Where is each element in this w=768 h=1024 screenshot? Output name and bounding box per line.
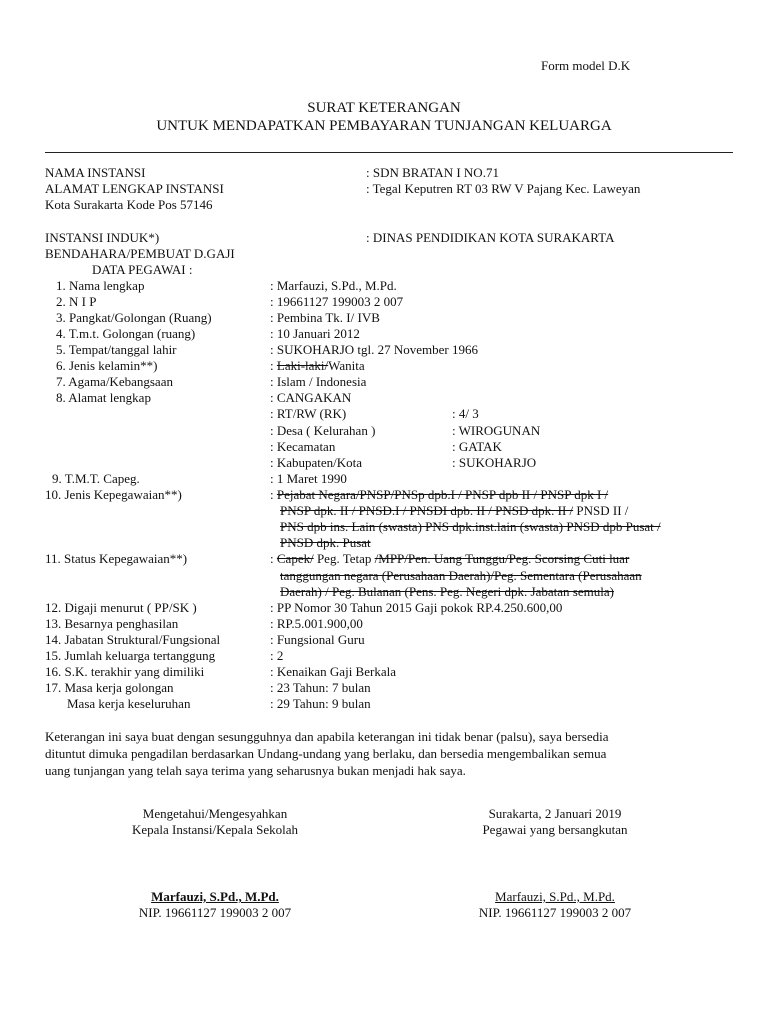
signature-left-title-2: Kepala Instansi/Kepala Sekolah (131, 822, 299, 837)
nama-instansi-value: : SDN BRATAN I NO.71 (366, 165, 499, 180)
kecamatan-value: : GATAK (452, 439, 502, 454)
field-17b-value: : 29 Tahun: 9 bulan (270, 696, 371, 711)
field-14-value: : Fungsional Guru (270, 632, 365, 647)
field-10-line3: PNS dpb ins. Lain (swasta) PNS dpk.inst.lain (swasta) PNSD dpb Pusat / (280, 519, 661, 534)
signature-right-name (435, 889, 675, 905)
kabupaten-label: : Kabupaten/Kota (270, 455, 363, 470)
field-9-value: : 1 Maret 1990 (270, 471, 347, 486)
field-11-struck-1: Capek/ (276, 551, 314, 566)
form-model-label: Form model D.K (541, 58, 631, 73)
field-5-value: : SUKOHARJO tgl. 27 November 1966 (270, 342, 478, 357)
field-14-label: 14. Jabatan Struktural/Fungsional (45, 632, 221, 647)
signature-left-name-text: Marfauzi, S.Pd., M.Pd. (151, 889, 279, 904)
alamat-instansi-value: : Tegal Keputren RT 03 RW V Pajang Kec. Laweyan (366, 181, 641, 196)
field-6-colon: : (270, 358, 277, 373)
field-6-label: 6. Jenis kelamin**) (56, 358, 158, 373)
field-6-value (270, 358, 365, 374)
field-3-label: 3. Pangkat/Golongan (Ruang) (56, 310, 212, 325)
field-7-value: : Islam / Indonesia (270, 374, 367, 389)
field-2-value: : 19661127 199003 2 007 (270, 294, 404, 309)
field-10-line2 (280, 503, 628, 519)
alamat-instansi-label: ALAMAT LENGKAP INSTANSI (45, 181, 224, 196)
field-12-value: : PP Nomor 30 Tahun 2015 Gaji pokok RP.4.250.600,00 (270, 600, 563, 615)
field-1-label: 1. Nama lengkap (56, 278, 145, 293)
field-9-label: 9. T.M.T. Capeg. (52, 471, 140, 486)
field-3-value: : Pembina Tk. I/ IVB (270, 310, 380, 325)
field-2-label: 2. N I P (56, 294, 97, 309)
field-16-value: : Kenaikan Gaji Berkala (270, 664, 396, 679)
desa-label: : Desa ( Kelurahan ) (270, 423, 376, 438)
field-10-line1 (270, 487, 608, 503)
field-6-selected: Wanita (328, 358, 365, 373)
instansi-induk-value: : DINAS PENDIDIKAN KOTA SURAKARTA (366, 230, 615, 245)
document-title: SURAT KETERANGAN (307, 100, 461, 116)
field-6-struck: Laki-laki/ (276, 358, 329, 373)
signature-left-name (95, 889, 335, 905)
nama-instansi-label: NAMA INSTANSI (45, 165, 146, 180)
field-17-value: : 23 Tahun: 7 bulan (270, 680, 371, 695)
field-10-colon: : (270, 487, 277, 502)
statement-line-1: Keterangan ini saya buat dengan sesungguhnya dan apabila keterangan ini tidak benar (palsu), saya bersedia (45, 729, 609, 744)
field-16-label: 16. S.K. terakhir yang dimiliki (45, 664, 205, 679)
field-11-line2: tanggungan negara (Perusahaan Daerah)/Peg. Sementara (Perusahaan (280, 568, 642, 583)
signature-left-nip: NIP. 19661127 199003 2 007 (138, 905, 292, 920)
document-subtitle: UNTUK MENDAPATKAN PEMBAYARAN TUNJANGAN KELUARGA (156, 118, 612, 134)
field-11-struck-2: /MPP/Pen. Uang Tunggu/Peg. Scorsing Cuti luar (374, 551, 630, 566)
field-1-value: : Marfauzi, S.Pd., M.Pd. (270, 278, 397, 293)
field-8-value: : CANGAKAN (270, 390, 352, 405)
desa-value: : WIROGUNAN (452, 423, 541, 438)
field-10-selected: PNSD II / (573, 503, 629, 518)
field-10-line4: PNSD dpk. Pusat (280, 535, 371, 550)
field-10-struck-2: PNSP dpk. II / PNSD.I / PNSDI dpb. II / PNSD dpk. II / (280, 503, 574, 518)
field-15-label: 15. Jumlah keluarga tertanggung (45, 648, 216, 663)
signature-right-title: Pegawai yang bersangkutan (482, 822, 628, 837)
kota-kode-pos: Kota Surakarta Kode Pos 57146 (45, 197, 213, 212)
field-17b-label: Masa kerja keseluruhan (67, 696, 191, 711)
field-10-struck-1: Pejabat Negara/PNSP/PNSp dpb.I / PNSP dpb II / PNSP dpk I / (276, 487, 609, 502)
field-11-line3: Daerah) / Peg. Bulanan (Pens. Peg. Negeri dpk. Jabatan semula) (280, 584, 614, 599)
field-4-value: : 10 Januari 2012 (270, 326, 360, 341)
field-11-colon: : (270, 551, 277, 566)
signature-right-date: Surakarta, 2 Januari 2019 (488, 806, 622, 821)
statement-line-2: dituntut dimuka pengadilan berdasarkan Undang-undang yang berlaku, dan bersedia mengembalikan semua (45, 746, 607, 761)
instansi-induk-label: INSTANSI INDUK*) (45, 230, 160, 245)
field-13-value: : RP.5.001.900,00 (270, 616, 363, 631)
signature-right-name-text: Marfauzi, S.Pd., M.Pd. (495, 889, 615, 904)
field-7-label: 7. Agama/Kebangsaan (56, 374, 173, 389)
field-11-line1 (270, 551, 629, 567)
field-11-label: 11. Status Kepegawaian**) (45, 551, 188, 566)
kecamatan-label: : Kecamatan (270, 439, 336, 454)
field-4-label: 4. T.m.t. Golongan (ruang) (56, 326, 196, 341)
field-8-label: 8. Alamat lengkap (56, 390, 151, 405)
field-15-value: : 2 (270, 648, 284, 663)
field-10-label: 10. Jenis Kepegawaian**) (45, 487, 182, 502)
bendahara-label: BENDAHARA/PEMBUAT D.GAJI (45, 246, 235, 261)
rtrw-label: : RT/RW (RK) (270, 406, 347, 421)
signature-right-nip: NIP. 19661127 199003 2 007 (478, 905, 632, 920)
signature-left-title-1: Mengetahui/Mengesyahkan (142, 806, 288, 821)
kabupaten-value: : SUKOHARJO (452, 455, 537, 470)
field-11-selected: Peg. Tetap (313, 551, 375, 566)
header-divider (45, 152, 733, 153)
field-5-label: 5. Tempat/tanggal lahir (56, 342, 177, 357)
data-pegawai-header: DATA PEGAWAI : (92, 262, 193, 277)
rtrw-value: : 4/ 3 (452, 406, 479, 421)
field-13-label: 13. Besarnya penghasilan (45, 616, 179, 631)
field-12-label: 12. Digaji menurut ( PP/SK ) (45, 600, 197, 615)
field-17-label: 17. Masa kerja golongan (45, 680, 174, 695)
statement-line-3: uang tunjangan yang telah saya terima yang seharusnya bukan menjadi hak saya. (45, 763, 466, 778)
